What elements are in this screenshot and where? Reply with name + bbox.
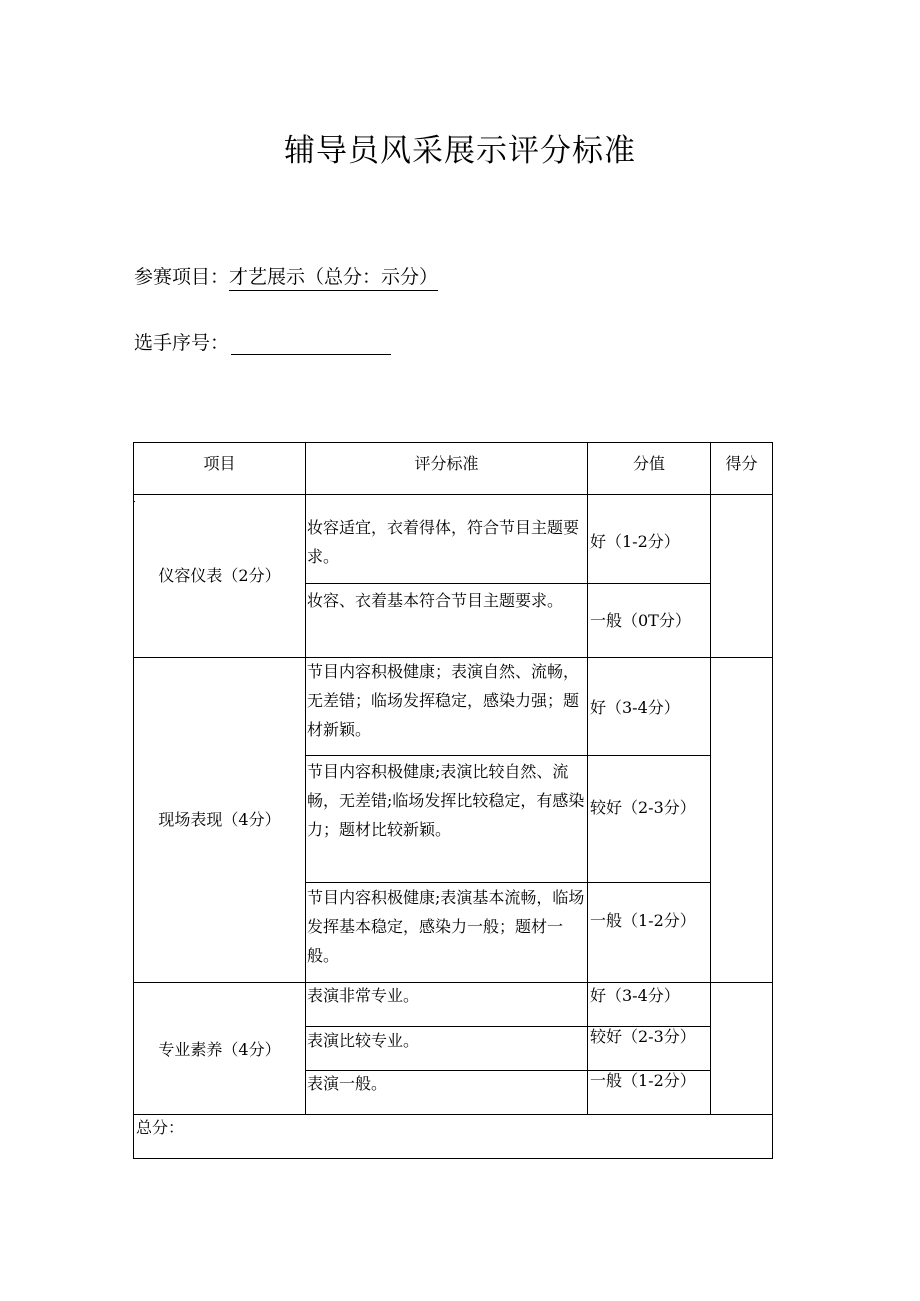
header-item: 项目 [203, 454, 236, 473]
score-cell: 一般（0T分） [590, 611, 691, 630]
project-value: 才艺展示（总分：示分） [229, 266, 438, 291]
project-field [134, 262, 438, 289]
score-cell: 好（3-4分） [590, 698, 680, 717]
project-label: 参赛项目： [134, 266, 230, 288]
criteria-cell: 表演一般。 [307, 1074, 388, 1093]
score-cell: 较好（2-3分） [590, 1027, 696, 1046]
section-professionalism: 专业素养（4分） [158, 1040, 281, 1059]
criteria-cell: 妆容适宜，衣着得体，符合节目主题要求。 [307, 518, 580, 566]
score-cell: 较好（2-3分） [590, 798, 696, 817]
criteria-cell: 表演非常专业。 [307, 986, 420, 1005]
section-performance: 现场表现（4分） [158, 810, 281, 829]
header-score-given: 得分 [725, 454, 758, 473]
header-criteria: 评分标准 [414, 454, 479, 473]
score-cell: 一般（1-2分） [590, 1071, 696, 1090]
total-score-label: 总分： [136, 1118, 185, 1137]
criteria-cell: 表演比较专业。 [307, 1031, 420, 1050]
seat-number-field [134, 328, 391, 355]
seat-number-label: 选手序号： [134, 332, 230, 354]
header-score-value: 分值 [632, 454, 665, 473]
score-cell: 一般（1-2分） [590, 911, 696, 930]
criteria-cell: 节目内容积极健康；表演自然、流畅，无差错；临场发挥稳定，感染力强；题材新颖。 [307, 662, 580, 739]
seat-number-blank[interactable] [231, 338, 391, 355]
section-appearance: 仪容仪表（2分） [158, 566, 281, 585]
score-cell: 好（1-2分） [590, 532, 680, 551]
criteria-cell: 节目内容积极健康;表演基本流畅，临场发挥基本稳定，感染力一般；题材一般。 [307, 888, 585, 965]
score-cell: 好（3-4分） [590, 986, 680, 1005]
page-title: 辅导员风采展示评分标准 [284, 133, 636, 169]
criteria-cell: 节目内容积极健康;表演比较自然、流畅，无差错;临场发挥比较稳定，有感染力；题材比较新颖。 [307, 762, 585, 839]
scoring-table [133, 442, 773, 1159]
criteria-cell: 妆容、衣着基本符合节目主题要求。 [307, 591, 564, 610]
